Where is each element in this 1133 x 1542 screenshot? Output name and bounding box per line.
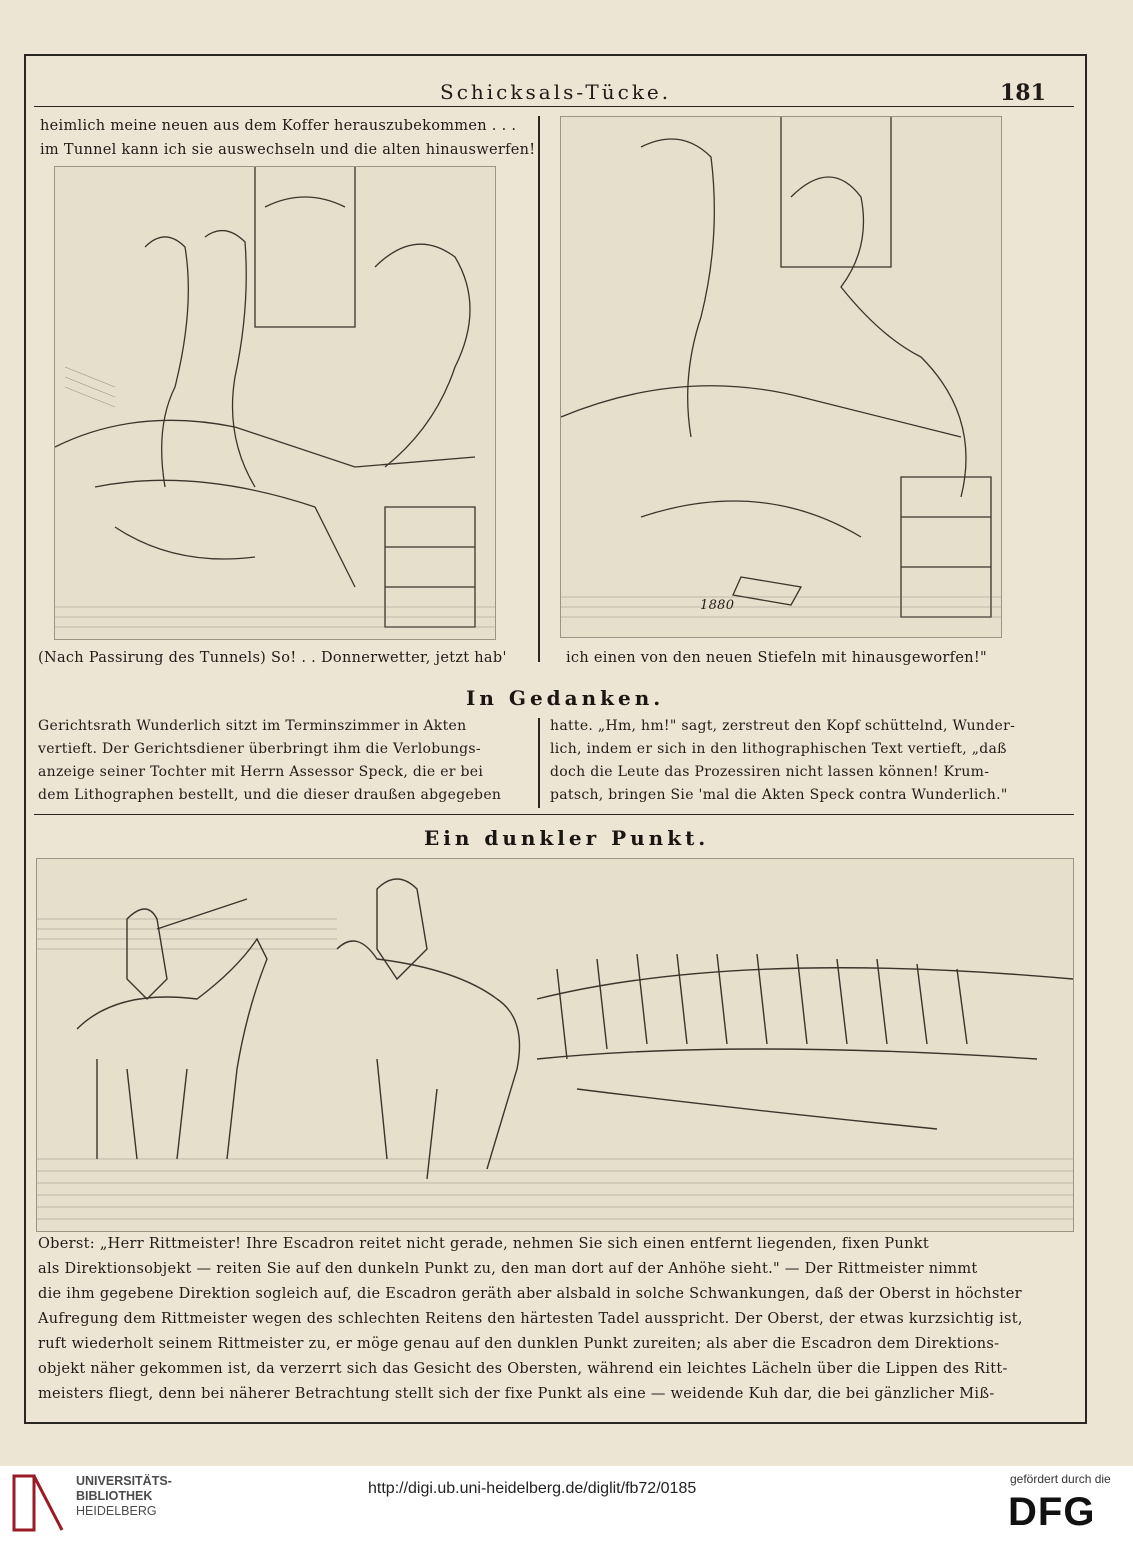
funded-by-label: gefördert durch die [1010, 1472, 1111, 1486]
artist-signature: 1880 [700, 598, 735, 613]
article-two-line: Oberst: „Herr Rittmeister! Ihre Escadron reitet nicht gerade, nehmen Sie sich einen entfernt liegenden, fixen Punkt [38, 1236, 929, 1252]
university-library-logo-icon [10, 1472, 66, 1534]
article-two-line: ruft wiederholt seinem Rittmeister zu, er möge genau auf den dunklen Punkt zureiten; als aber die Escadron dem Direktions- [38, 1336, 1000, 1352]
article-two-line: als Direktionsobjekt — reiten Sie auf den dunkeln Punkt zu, den man dort auf der Anhöhe sieht." — Der Rittmeister nimmt [38, 1261, 978, 1277]
article-one-left-line: anzeige seiner Tochter mit Herrn Assessor Speck, die er bei [38, 764, 484, 780]
article-one-left-line: vertieft. Der Gerichtsdiener überbringt ihm die Verlobungs- [38, 741, 481, 757]
cartoon-divider [538, 116, 540, 662]
cartoon-panel-left-illustration [54, 166, 496, 640]
cartoon-caption-bottom-right: ich einen von den neuen Stiefeln mit hinausgeworfen!" [566, 650, 987, 666]
frame-top [24, 54, 1087, 56]
article-two-line: die ihm gegebene Direktion sogleich auf, die Escadron geräth aber alsbald in solche Schwankungen, daß der Oberst in höchster [38, 1286, 1022, 1302]
digital-library-url-link[interactable]: http://digi.ub.uni-heidelberg.de/diglit/fb72/0185 [368, 1480, 697, 1497]
article-one-divider [538, 718, 540, 808]
library-line: BIBLIOTHEK [76, 1489, 153, 1503]
running-title: Schicksals-Tücke. [440, 80, 672, 104]
article-two-line: objekt näher gekommen ist, da verzerrt sich das Gesicht des Obersten, während ein leichtes Lächeln über die Lippen des Ritt- [38, 1361, 1008, 1377]
frame-bottom [24, 1422, 1087, 1424]
article-one-left-line: dem Lithographen bestellt, und die dieser draußen abgegeben [38, 787, 502, 803]
article-one-right-line: doch die Leute das Prozessiren nicht lassen können! Krum- [550, 764, 990, 780]
section-rule [34, 814, 1074, 815]
cartoon-caption-line: im Tunnel kann ich sie auswechseln und die alten hinauswerfen! [40, 142, 536, 158]
dfg-logo: DFG [1008, 1490, 1096, 1534]
article-one-right-line: hatte. „Hm, hm!" sagt, zerstreut den Kopf schüttelnd, Wunder- [550, 718, 1016, 734]
article-two-line: meisters fliegt, denn bei näherer Betrachtung stellt sich der fixe Punkt als eine — weidende Kuh dar, die bei gänzlicher Miß- [38, 1386, 995, 1402]
article-two-line: Aufregung dem Rittmeister wegen des schlechten Reitens den härtesten Tadel ausspricht. Der Oberst, der etwas kurzsichtig ist, [38, 1311, 1023, 1327]
frame-right [1085, 54, 1087, 1424]
article-title-in-gedanken: In Gedanken. [466, 686, 665, 710]
frame-left [24, 54, 26, 1424]
article-one-right-line: lich, indem er sich in den lithographischen Text vertieft, „daß [550, 741, 1007, 757]
page-number: 181 [1000, 80, 1046, 106]
article-title-ein-dunkler-punkt: Ein dunkler Punkt. [424, 826, 710, 850]
cartoon-caption-bottom-left: (Nach Passirung des Tunnels) So! . . Donnerwetter, jetzt hab' [38, 650, 507, 666]
header-rule [34, 106, 1074, 107]
article-one-right-line: patsch, bringen Sie 'mal die Akten Speck contra Wunderlich." [550, 787, 1008, 803]
cavalry-illustration [36, 858, 1074, 1232]
university-library-name [76, 1474, 172, 1519]
library-line: UNIVERSITÄTS- [76, 1474, 172, 1488]
cartoon-caption-line: heimlich meine neuen aus dem Koffer herauszubekommen . . . [40, 118, 517, 134]
cartoon-panel-right-illustration [560, 116, 1002, 638]
library-line: HEIDELBERG [76, 1504, 157, 1518]
article-one-left-line: Gerichtsrath Wunderlich sitzt im Terminszimmer in Akten [38, 718, 467, 734]
